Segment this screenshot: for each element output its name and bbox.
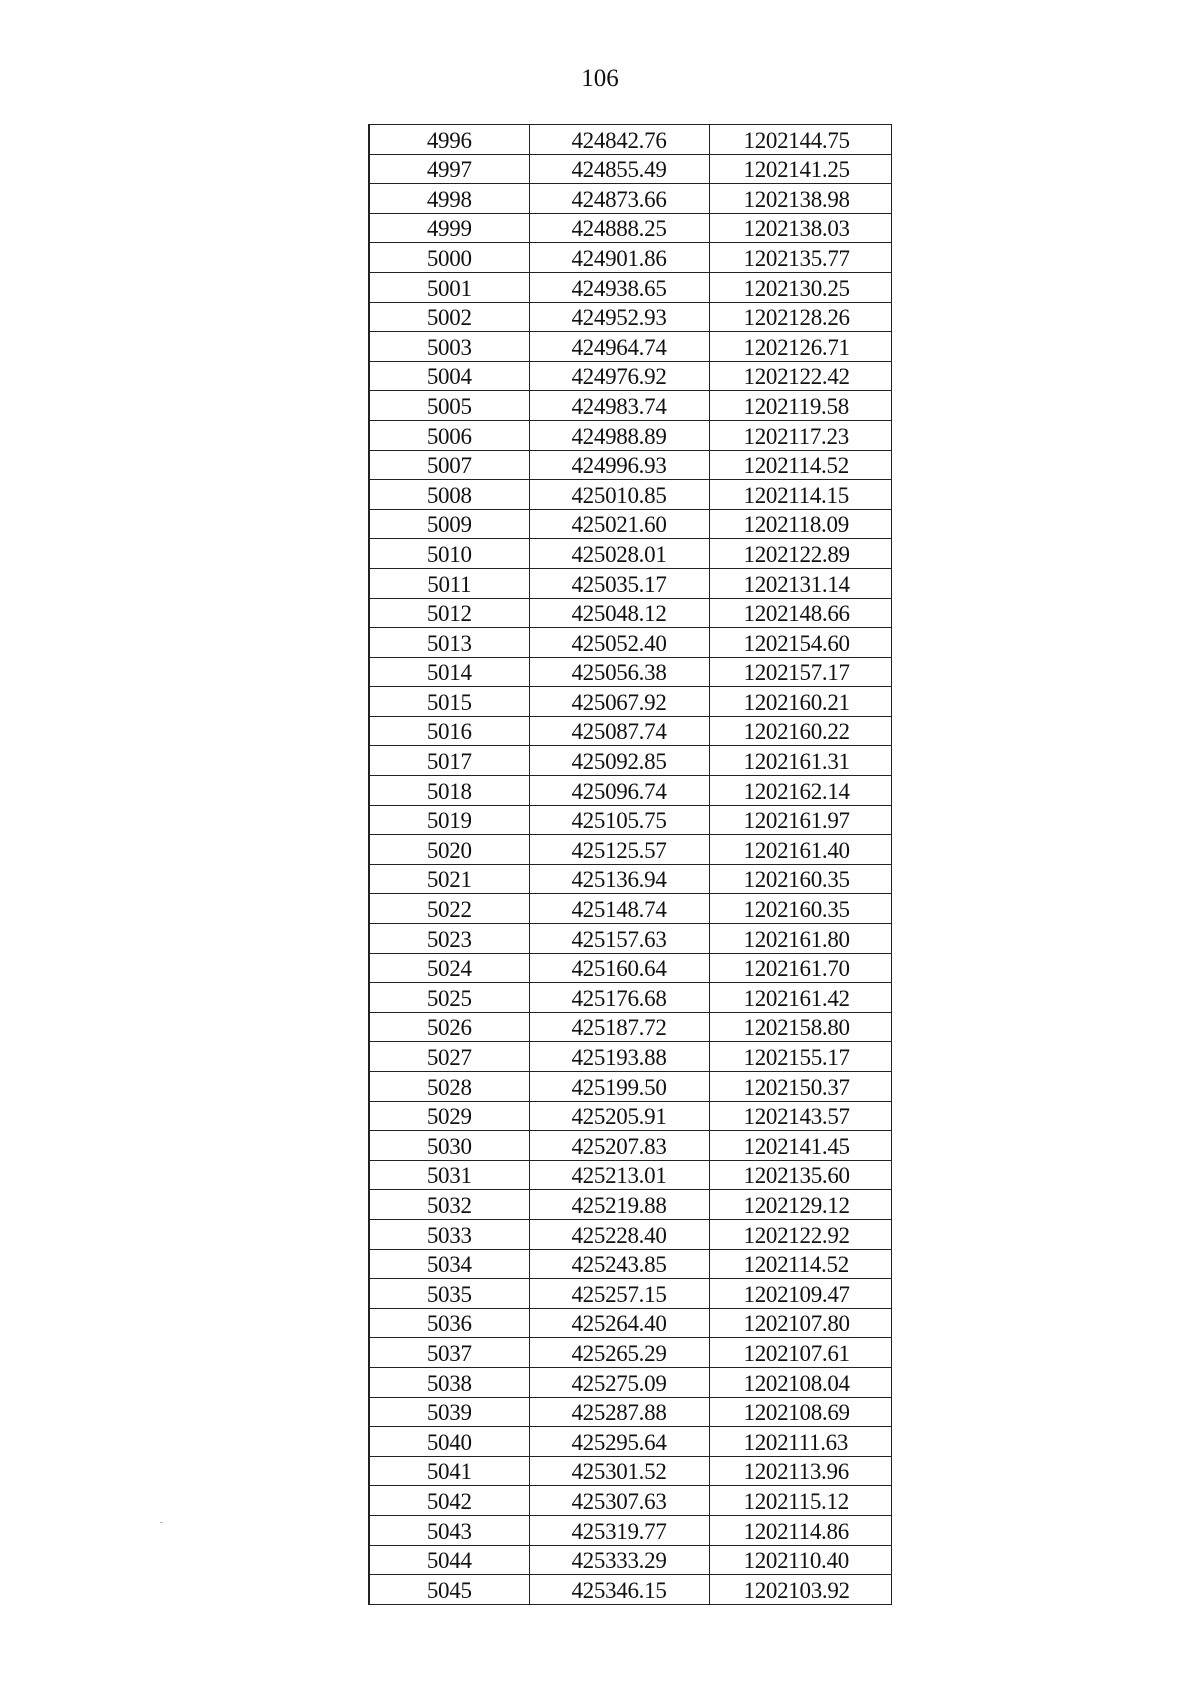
y-coordinate-cell: 1202135.77	[709, 243, 891, 273]
point-number-cell: 5033	[369, 1219, 529, 1249]
x-coordinate-cell: 424952.93	[529, 302, 709, 332]
table-row	[369, 1367, 891, 1397]
table-row	[369, 213, 891, 243]
y-coordinate-cell: 1202154.60	[709, 628, 891, 658]
y-coordinate-cell: 1202114.15	[709, 480, 891, 510]
table-row	[369, 480, 891, 510]
y-coordinate-cell: 1202117.23	[709, 420, 891, 450]
table-row	[369, 716, 891, 746]
table-row	[369, 805, 891, 835]
x-coordinate-cell: 425052.40	[529, 628, 709, 658]
point-number-cell: 5002	[369, 302, 529, 332]
point-number-cell: 5038	[369, 1367, 529, 1397]
x-coordinate-cell: 425275.09	[529, 1367, 709, 1397]
table-row	[369, 776, 891, 806]
y-coordinate-cell: 1202119.58	[709, 391, 891, 421]
table-row	[369, 628, 891, 658]
point-number-cell: 5026	[369, 1012, 529, 1042]
table-row	[369, 1397, 891, 1427]
y-coordinate-cell: 1202138.03	[709, 213, 891, 243]
y-coordinate-cell: 1202138.98	[709, 184, 891, 214]
x-coordinate-cell: 425207.83	[529, 1131, 709, 1161]
table-row	[369, 1042, 891, 1072]
y-coordinate-cell: 1202144.75	[709, 125, 891, 155]
y-coordinate-cell: 1202114.86	[709, 1515, 891, 1545]
x-coordinate-cell: 425048.12	[529, 598, 709, 628]
point-number-cell: 5040	[369, 1427, 529, 1457]
x-coordinate-cell: 425333.29	[529, 1545, 709, 1575]
point-number-cell: 5005	[369, 391, 529, 421]
table-row	[369, 450, 891, 480]
y-coordinate-cell: 1202107.61	[709, 1338, 891, 1368]
x-coordinate-cell: 425160.64	[529, 953, 709, 983]
x-coordinate-cell: 425219.88	[529, 1190, 709, 1220]
table-row	[369, 243, 891, 273]
table-row	[369, 184, 891, 214]
y-coordinate-cell: 1202114.52	[709, 1249, 891, 1279]
point-number-cell: 5022	[369, 894, 529, 924]
point-number-cell: 5036	[369, 1308, 529, 1338]
x-coordinate-cell: 425301.52	[529, 1456, 709, 1486]
point-number-cell: 4996	[369, 125, 529, 155]
table-row	[369, 332, 891, 362]
table-row	[369, 746, 891, 776]
point-number-cell: 5015	[369, 687, 529, 717]
point-number-cell: 5041	[369, 1456, 529, 1486]
y-coordinate-cell: 1202161.31	[709, 746, 891, 776]
x-coordinate-cell: 425213.01	[529, 1160, 709, 1190]
y-coordinate-cell: 1202111.63	[709, 1427, 891, 1457]
point-number-cell: 5032	[369, 1190, 529, 1220]
point-number-cell: 5021	[369, 864, 529, 894]
y-coordinate-cell: 1202148.66	[709, 598, 891, 628]
table-row	[369, 1160, 891, 1190]
point-number-cell: 5006	[369, 420, 529, 450]
y-coordinate-cell: 1202162.14	[709, 776, 891, 806]
x-coordinate-cell: 424842.76	[529, 125, 709, 155]
x-coordinate-cell: 425257.15	[529, 1279, 709, 1309]
table-row	[369, 1219, 891, 1249]
point-number-cell: 5016	[369, 716, 529, 746]
y-coordinate-cell: 1202135.60	[709, 1160, 891, 1190]
y-coordinate-cell: 1202128.26	[709, 302, 891, 332]
y-coordinate-cell: 1202110.40	[709, 1545, 891, 1575]
x-coordinate-cell: 424873.66	[529, 184, 709, 214]
y-coordinate-cell: 1202141.25	[709, 154, 891, 184]
point-number-cell: 5008	[369, 480, 529, 510]
point-number-cell: 5013	[369, 628, 529, 658]
point-number-cell: 5030	[369, 1131, 529, 1161]
point-number-cell: 5000	[369, 243, 529, 273]
coordinates-table	[368, 124, 892, 1605]
table-row	[369, 1101, 891, 1131]
x-coordinate-cell: 425067.92	[529, 687, 709, 717]
x-coordinate-cell: 425028.01	[529, 539, 709, 569]
y-coordinate-cell: 1202126.71	[709, 332, 891, 362]
x-coordinate-cell: 425193.88	[529, 1042, 709, 1072]
y-coordinate-cell: 1202118.09	[709, 509, 891, 539]
x-coordinate-cell: 425010.85	[529, 480, 709, 510]
x-coordinate-cell: 424938.65	[529, 272, 709, 302]
y-coordinate-cell: 1202160.21	[709, 687, 891, 717]
table-row	[369, 302, 891, 332]
table-row	[369, 1012, 891, 1042]
table-row	[369, 687, 891, 717]
y-coordinate-cell: 1202160.35	[709, 864, 891, 894]
point-number-cell: 5028	[369, 1072, 529, 1102]
y-coordinate-cell: 1202143.57	[709, 1101, 891, 1131]
x-coordinate-cell: 424901.86	[529, 243, 709, 273]
x-coordinate-cell: 425136.94	[529, 864, 709, 894]
table-row	[369, 154, 891, 184]
table-row	[369, 361, 891, 391]
point-number-cell: 5004	[369, 361, 529, 391]
point-number-cell: 5023	[369, 924, 529, 954]
point-number-cell: 5037	[369, 1338, 529, 1368]
x-coordinate-cell: 425148.74	[529, 894, 709, 924]
y-coordinate-cell: 1202108.69	[709, 1397, 891, 1427]
table-row	[369, 924, 891, 954]
point-number-cell: 5001	[369, 272, 529, 302]
table-row	[369, 568, 891, 598]
table-row	[369, 1072, 891, 1102]
x-coordinate-cell: 424996.93	[529, 450, 709, 480]
table-row	[369, 657, 891, 687]
y-coordinate-cell: 1202160.22	[709, 716, 891, 746]
table-row	[369, 539, 891, 569]
point-number-cell: 5045	[369, 1575, 529, 1605]
y-coordinate-cell: 1202122.42	[709, 361, 891, 391]
y-coordinate-cell: 1202131.14	[709, 568, 891, 598]
y-coordinate-cell: 1202109.47	[709, 1279, 891, 1309]
y-coordinate-cell: 1202130.25	[709, 272, 891, 302]
table-row	[369, 1338, 891, 1368]
point-number-cell: 5034	[369, 1249, 529, 1279]
y-coordinate-cell: 1202103.92	[709, 1575, 891, 1605]
x-coordinate-cell: 424964.74	[529, 332, 709, 362]
y-coordinate-cell: 1202161.40	[709, 835, 891, 865]
x-coordinate-cell: 425265.29	[529, 1338, 709, 1368]
y-coordinate-cell: 1202108.04	[709, 1367, 891, 1397]
y-coordinate-cell: 1202150.37	[709, 1072, 891, 1102]
table-row	[369, 1515, 891, 1545]
point-number-cell: 5029	[369, 1101, 529, 1131]
table-row	[369, 125, 891, 155]
table-row	[369, 1456, 891, 1486]
table-row	[369, 598, 891, 628]
table-row	[369, 1427, 891, 1457]
x-coordinate-cell: 425307.63	[529, 1486, 709, 1516]
x-coordinate-cell: 424888.25	[529, 213, 709, 243]
x-coordinate-cell: 425199.50	[529, 1072, 709, 1102]
scan-speck	[160, 1522, 163, 1523]
x-coordinate-cell: 425264.40	[529, 1308, 709, 1338]
point-number-cell: 4998	[369, 184, 529, 214]
x-coordinate-cell: 424983.74	[529, 391, 709, 421]
point-number-cell: 5014	[369, 657, 529, 687]
table-row	[369, 509, 891, 539]
x-coordinate-cell: 425021.60	[529, 509, 709, 539]
table-row	[369, 864, 891, 894]
point-number-cell: 5035	[369, 1279, 529, 1309]
table-row	[369, 1308, 891, 1338]
x-coordinate-cell: 425228.40	[529, 1219, 709, 1249]
table-row	[369, 953, 891, 983]
table-row	[369, 983, 891, 1013]
point-number-cell: 5042	[369, 1486, 529, 1516]
x-coordinate-cell: 425187.72	[529, 1012, 709, 1042]
page-number: 106	[581, 65, 619, 92]
point-number-cell: 5025	[369, 983, 529, 1013]
x-coordinate-cell: 425319.77	[529, 1515, 709, 1545]
table-row	[369, 420, 891, 450]
table-row	[369, 1486, 891, 1516]
table-row	[369, 1190, 891, 1220]
point-number-cell: 5017	[369, 746, 529, 776]
x-coordinate-cell: 425157.63	[529, 924, 709, 954]
x-coordinate-cell: 425056.38	[529, 657, 709, 687]
y-coordinate-cell: 1202158.80	[709, 1012, 891, 1042]
point-number-cell: 5007	[369, 450, 529, 480]
point-number-cell: 4999	[369, 213, 529, 243]
point-number-cell: 5043	[369, 1515, 529, 1545]
x-coordinate-cell: 425176.68	[529, 983, 709, 1013]
point-number-cell: 5044	[369, 1545, 529, 1575]
table-row	[369, 894, 891, 924]
point-number-cell: 5020	[369, 835, 529, 865]
table-row	[369, 1249, 891, 1279]
x-coordinate-cell: 424976.92	[529, 361, 709, 391]
y-coordinate-cell: 1202160.35	[709, 894, 891, 924]
table-row	[369, 1279, 891, 1309]
y-coordinate-cell: 1202161.80	[709, 924, 891, 954]
x-coordinate-cell: 424855.49	[529, 154, 709, 184]
x-coordinate-cell: 425205.91	[529, 1101, 709, 1131]
coordinates-table-container	[368, 124, 890, 1605]
y-coordinate-cell: 1202161.70	[709, 953, 891, 983]
x-coordinate-cell: 425125.57	[529, 835, 709, 865]
y-coordinate-cell: 1202122.89	[709, 539, 891, 569]
table-row	[369, 391, 891, 421]
y-coordinate-cell: 1202161.97	[709, 805, 891, 835]
table-body	[369, 125, 891, 1605]
y-coordinate-cell: 1202141.45	[709, 1131, 891, 1161]
point-number-cell: 5018	[369, 776, 529, 806]
x-coordinate-cell: 425346.15	[529, 1575, 709, 1605]
x-coordinate-cell: 424988.89	[529, 420, 709, 450]
point-number-cell: 4997	[369, 154, 529, 184]
point-number-cell: 5019	[369, 805, 529, 835]
table-row	[369, 1575, 891, 1605]
x-coordinate-cell: 425087.74	[529, 716, 709, 746]
y-coordinate-cell: 1202122.92	[709, 1219, 891, 1249]
x-coordinate-cell: 425096.74	[529, 776, 709, 806]
point-number-cell: 5011	[369, 568, 529, 598]
table-row	[369, 835, 891, 865]
y-coordinate-cell: 1202113.96	[709, 1456, 891, 1486]
point-number-cell: 5039	[369, 1397, 529, 1427]
point-number-cell: 5010	[369, 539, 529, 569]
x-coordinate-cell: 425287.88	[529, 1397, 709, 1427]
y-coordinate-cell: 1202157.17	[709, 657, 891, 687]
point-number-cell: 5003	[369, 332, 529, 362]
y-coordinate-cell: 1202107.80	[709, 1308, 891, 1338]
x-coordinate-cell: 425035.17	[529, 568, 709, 598]
x-coordinate-cell: 425243.85	[529, 1249, 709, 1279]
y-coordinate-cell: 1202114.52	[709, 450, 891, 480]
point-number-cell: 5009	[369, 509, 529, 539]
point-number-cell: 5024	[369, 953, 529, 983]
table-row	[369, 1545, 891, 1575]
point-number-cell: 5031	[369, 1160, 529, 1190]
table-row	[369, 1131, 891, 1161]
table-row	[369, 272, 891, 302]
y-coordinate-cell: 1202115.12	[709, 1486, 891, 1516]
x-coordinate-cell: 425105.75	[529, 805, 709, 835]
x-coordinate-cell: 425295.64	[529, 1427, 709, 1457]
y-coordinate-cell: 1202161.42	[709, 983, 891, 1013]
point-number-cell: 5027	[369, 1042, 529, 1072]
point-number-cell: 5012	[369, 598, 529, 628]
y-coordinate-cell: 1202129.12	[709, 1190, 891, 1220]
y-coordinate-cell: 1202155.17	[709, 1042, 891, 1072]
x-coordinate-cell: 425092.85	[529, 746, 709, 776]
